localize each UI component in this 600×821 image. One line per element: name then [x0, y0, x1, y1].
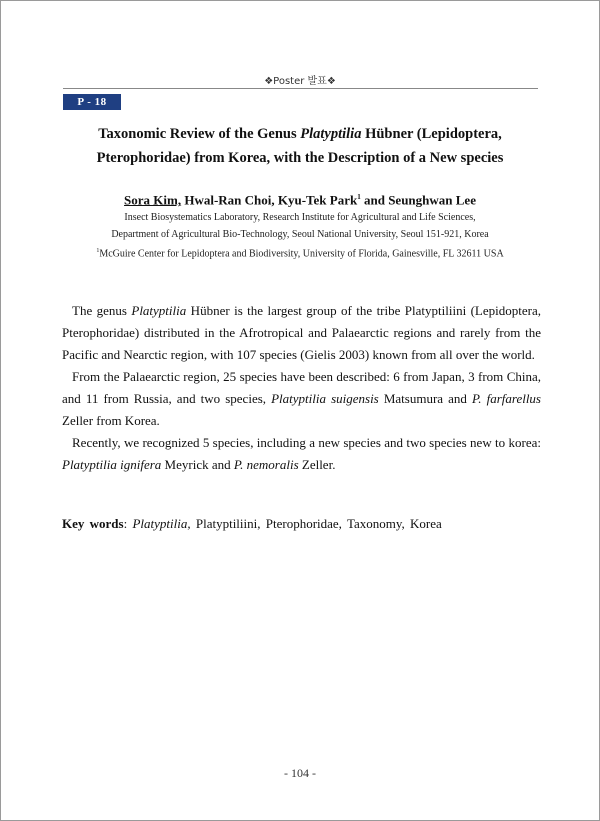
presenting-author: Sora Kim,: [124, 192, 182, 208]
text-run: Recently, we recognized 5 species, including a new species and two species new to korea:: [72, 435, 541, 450]
keywords-label: Key words: [62, 516, 124, 531]
header-divider: [63, 88, 538, 89]
poster-id-badge: P - 18: [63, 94, 121, 110]
affiliation-line-2: Department of Agricultural Bio-Technology, Seoul National University, Seoul 151-921, Korea: [111, 229, 489, 240]
affiliation-marker: 1: [96, 248, 100, 254]
title-text-a: Taxonomic Review of the Genus: [98, 126, 301, 142]
text-run: Matsumura and: [378, 391, 472, 406]
taxon-name: Platyptilia ignifera: [62, 457, 162, 472]
title-genus: Platyptilia: [300, 126, 362, 142]
title-line-1: [60, 122, 540, 146]
co-authors: Hwal-Ran Choi, Kyu-Tek Park: [181, 192, 358, 208]
text-run: Meyrick and: [161, 457, 234, 472]
paragraph-3: [62, 432, 541, 476]
paper-title: [60, 122, 540, 170]
title-line-2: Pterophoridae) from Korea, with the Description of a New species: [96, 150, 504, 166]
abstract-body: [62, 300, 541, 476]
text-run: The genus: [72, 303, 132, 318]
taxon-name: P. nemoralis: [233, 457, 299, 472]
text-run: Zeller.: [298, 457, 336, 472]
keyword-genus: Platyptilia,: [132, 516, 191, 531]
affiliation-line-3: [60, 243, 540, 262]
author-list: [60, 188, 540, 209]
title-text-b: Hübner (Lepidoptera,: [361, 126, 502, 142]
taxon-name: P. farfarellus: [471, 391, 541, 406]
taxon-name: Platyptilia: [131, 303, 187, 318]
affiliation-marker: 1: [357, 193, 361, 201]
text-run: Zeller from Korea.: [62, 413, 160, 428]
keywords-colon: :: [123, 516, 133, 531]
affiliations: [60, 209, 540, 262]
page-number: - 104 -: [284, 766, 316, 780]
keywords-list: Platyptiliini, Pterophoridae, Taxonomy, Korea: [190, 516, 442, 531]
last-author: and Seunghwan Lee: [360, 192, 476, 208]
section-header: ❖Poster 발표❖: [264, 76, 336, 87]
affiliation-line-1: Insect Biosystematics Laboratory, Research Institute for Agricultural and Life Sciences,: [124, 212, 476, 223]
text-run: Hübner is the largest group of the tribe Platyptiliini (Lepidoptera, Pterophoridae) distributed in the Afrotropical and Palaearctic regions and rarely from the Pacific and Nearctic region, with 107 species (Gielis 2003) known from all over the world.: [62, 303, 541, 362]
paragraph-1: [62, 300, 541, 366]
taxon-name: Platyptilia suigensis: [271, 391, 379, 406]
affiliation-text: McGuire Center for Lepidoptera and Biodiversity, University of Florida, Gainesville, FL 32611 USA: [99, 248, 504, 260]
text-run: From the Palaearctic region, 25 species have been described: 6 from Japan, 3 from China, and 11 from Russia, and two species,: [62, 369, 541, 406]
keywords: [62, 514, 541, 534]
paragraph-2: [62, 366, 541, 432]
